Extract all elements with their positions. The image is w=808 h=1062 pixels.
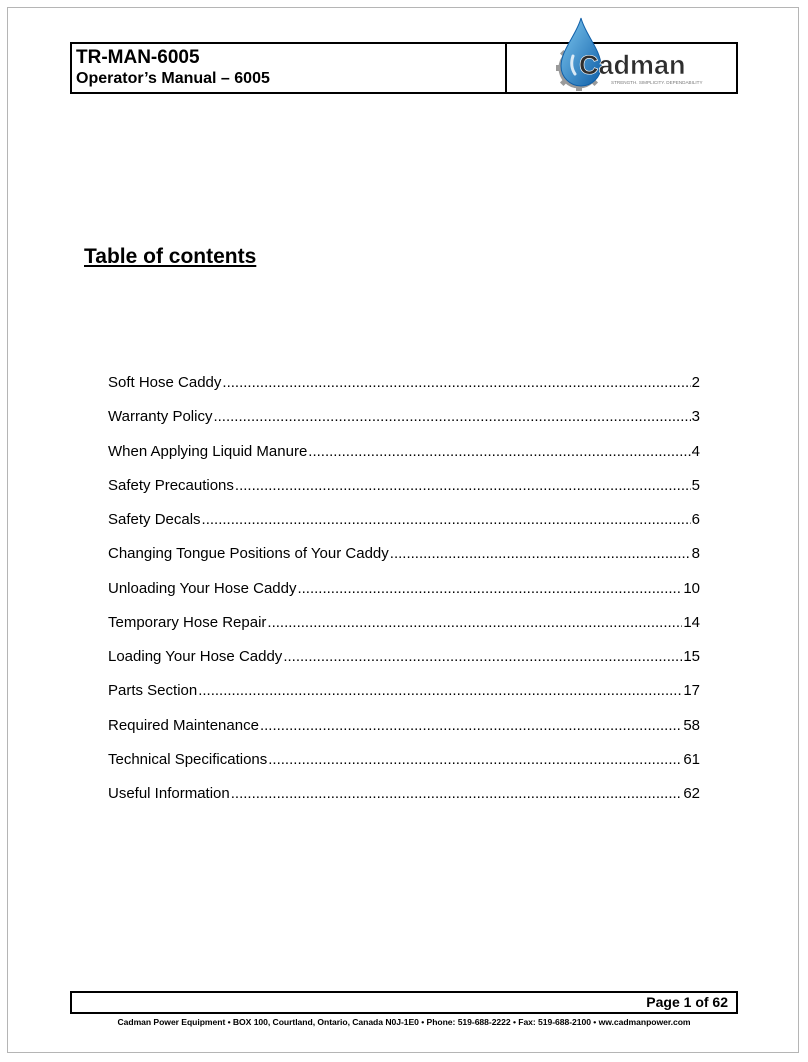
toc-entry[interactable] bbox=[108, 508, 700, 542]
toc-leader bbox=[235, 474, 691, 498]
toc-leader bbox=[268, 748, 682, 772]
toc-entry[interactable] bbox=[108, 748, 700, 782]
page-number: Page 1 of 62 bbox=[646, 994, 728, 1010]
toc-entry-title: Changing Tongue Positions of Your Caddy bbox=[108, 545, 389, 563]
toc-entry[interactable] bbox=[108, 371, 700, 405]
toc-leader bbox=[390, 542, 691, 566]
toc-entry[interactable] bbox=[108, 440, 700, 474]
toc-entry-page: 17 bbox=[683, 682, 700, 700]
toc-entry-title: When Applying Liquid Manure bbox=[108, 442, 308, 460]
header bbox=[70, 42, 738, 94]
toc-entry-title: Required Maintenance bbox=[108, 716, 259, 734]
toc-entry-page: 10 bbox=[683, 579, 700, 597]
footer-contact: Cadman Power Equipment • BOX 100, Courtland, Ontario, Canada N0J-1E0 • Phone: 519-688-2222 • Fax: 519-688-2100 • ww.cadmanpower.com bbox=[117, 1017, 691, 1027]
toc-leader bbox=[297, 577, 682, 601]
toc-entry-page: 8 bbox=[691, 545, 700, 563]
toc-entry[interactable] bbox=[108, 577, 700, 611]
toc-leader bbox=[267, 611, 682, 635]
toc-leader bbox=[198, 679, 682, 703]
toc-entry-page: 15 bbox=[683, 648, 700, 665]
toc-entry[interactable] bbox=[108, 679, 700, 713]
toc-leader bbox=[231, 782, 683, 806]
header-title-block bbox=[72, 44, 507, 92]
document-code: TR-MAN-6005 bbox=[76, 47, 200, 68]
toc-entry-page: 6 bbox=[691, 511, 700, 528]
footer-page-box bbox=[70, 991, 738, 1014]
toc-entry-title: Temporary Hose Repair bbox=[108, 613, 267, 631]
toc-heading: Table of contents bbox=[84, 245, 257, 268]
logo-tagline: STRENGTH. SIMPLICITY. DEPENDABILITY bbox=[611, 80, 703, 85]
toc-entry[interactable] bbox=[108, 542, 700, 576]
toc-entry-title: Safety Decals bbox=[108, 511, 201, 528]
toc-entry-page: 4 bbox=[691, 442, 700, 460]
toc-entry[interactable] bbox=[108, 405, 700, 439]
toc-entry-title: Parts Section bbox=[108, 682, 198, 700]
toc-leader bbox=[308, 440, 690, 464]
toc-entry-title: Safety Precautions bbox=[108, 476, 234, 494]
toc-leader bbox=[260, 714, 682, 738]
logo-brand: Cadman bbox=[579, 50, 686, 80]
toc-leader bbox=[283, 645, 682, 669]
toc-entry-title: Warranty Policy bbox=[108, 408, 213, 426]
toc-entry-title: Unloading Your Hose Caddy bbox=[108, 579, 297, 597]
toc-leader bbox=[202, 508, 691, 532]
toc-entry-page: 5 bbox=[691, 476, 700, 494]
toc-entry-page: 61 bbox=[683, 750, 700, 768]
toc-list bbox=[108, 371, 700, 816]
toc-entry-page: 3 bbox=[691, 408, 700, 426]
toc-entry-title: Useful Information bbox=[108, 785, 230, 802]
document-title: Operator’s Manual – 6005 bbox=[76, 70, 270, 87]
toc-leader bbox=[213, 405, 690, 429]
toc-entry-page: 62 bbox=[683, 785, 700, 802]
cadman-logo bbox=[551, 16, 723, 94]
toc-entry-page: 2 bbox=[691, 374, 700, 391]
toc-entry-page: 58 bbox=[683, 716, 700, 734]
toc-entry[interactable] bbox=[108, 782, 700, 816]
toc-entry-title: Soft Hose Caddy bbox=[108, 374, 222, 391]
header-logo-block bbox=[507, 44, 736, 92]
toc-entry[interactable] bbox=[108, 645, 700, 679]
toc-entry-title: Technical Specifications bbox=[108, 750, 268, 768]
toc-entry-page: 14 bbox=[683, 613, 700, 631]
toc-entry[interactable] bbox=[108, 474, 700, 508]
toc-entry[interactable] bbox=[108, 611, 700, 645]
toc-leader bbox=[222, 371, 690, 395]
toc-entry[interactable] bbox=[108, 714, 700, 748]
toc-entry-title: Loading Your Hose Caddy bbox=[108, 648, 283, 665]
